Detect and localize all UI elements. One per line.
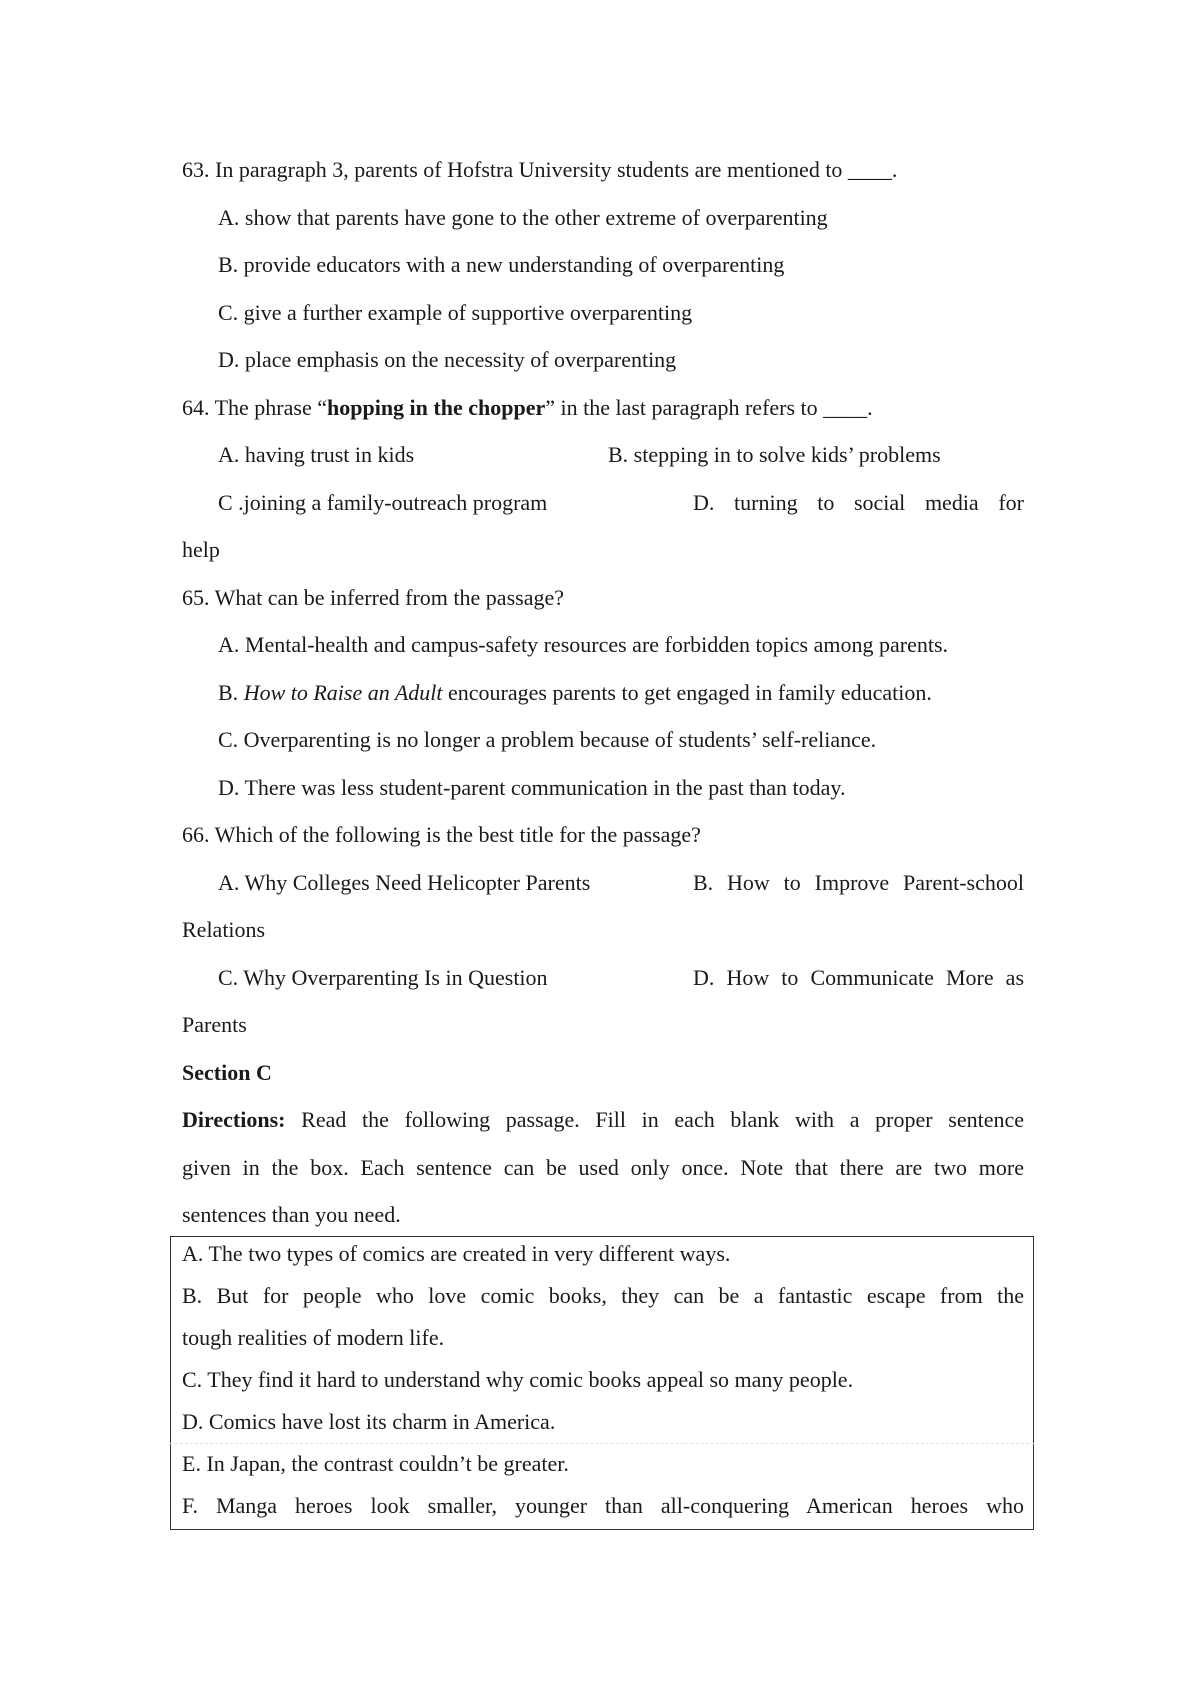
section-c-heading-text: Section C [182,1060,272,1085]
question-65-option-c: C. Overparenting is no longer a problem because of students’ self-reliance. [218,727,877,752]
directions-line-2: given in the box. Each sentence can be used only once. Note that there are two more [182,1155,1024,1180]
question-65-stem: 65. What can be inferred from the passage? [182,585,564,610]
question-65-option-b [218,680,932,706]
book-title: How to Raise an Adult [243,680,443,705]
question-66-option-d: D. How to Communicate More as [693,965,1024,990]
box-sentence-b: B. But for people who love comic books, they can be a fantastic escape from the [182,1283,1024,1308]
question-64-option-b: B. stepping in to solve kids’ problems [608,442,941,467]
question-64-phrase: hopping in the chopper [327,395,546,420]
question-66-option-b-continued: Relations [182,917,266,942]
box-sentence-e: E. In Japan, the contrast couldn’t be greater. [182,1451,569,1476]
directions-line-1 [182,1107,1024,1133]
box-sentence-c: C. They find it hard to understand why comic books appeal so many people. [182,1367,854,1392]
box-sentence-b-continued: tough realities of modern life. [182,1325,445,1350]
question-66-stem: 66. Which of the following is the best title for the passage? [182,822,701,847]
directions-label: Directions: [182,1107,286,1132]
question-64-stem-start: 64. The phrase “ [182,395,327,420]
question-66-option-d-continued: Parents [182,1012,247,1037]
directions-text-1: Read the following passage. Fill in each blank with a proper sentence [285,1107,1024,1132]
question-64-option-d-continued: help [182,537,220,562]
question-64-stem [182,395,873,421]
question-63-option-c: C. give a further example of supportive overparenting [218,300,693,325]
question-66-option-b: B. How to Improve Parent-school [693,870,1024,895]
question-65-option-b-prefix: B. [218,680,244,705]
question-64-option-a: A. having trust in kids [218,442,415,467]
box-sentence-f: F. Manga heroes look smaller, younger than all-conquering American heroes who [182,1493,1024,1518]
question-65-option-a: A. Mental-health and campus-safety resources are forbidden topics among parents. [218,632,949,657]
section-c-heading [182,1060,272,1086]
question-63-option-b: B. provide educators with a new understanding of overparenting [218,252,785,277]
box-divider [170,1443,1034,1444]
question-64-option-d: D. turning to social media for [693,490,1024,515]
question-66-option-a: A. Why Colleges Need Helicopter Parents [218,870,591,895]
question-66-option-c: C. Why Overparenting Is in Question [218,965,548,990]
box-sentence-a: A. The two types of comics are created in very different ways. [182,1241,731,1266]
question-63-option-a: A. show that parents have gone to the other extreme of overparenting [218,205,828,230]
question-64-stem-end: ” in the last paragraph refers to ____. [545,395,873,420]
question-65-option-b-rest: encourages parents to get engaged in family education. [442,680,932,705]
question-64-option-c: C .joining a family-outreach program [218,490,548,515]
box-sentence-d: D. Comics have lost its charm in America. [182,1409,556,1434]
directions-line-3: sentences than you need. [182,1202,401,1227]
question-65-option-d: D. There was less student-parent communication in the past than today. [218,775,846,800]
question-63-option-d: D. place emphasis on the necessity of overparenting [218,347,677,372]
question-63-stem: 63. In paragraph 3, parents of Hofstra University students are mentioned to ____. [182,157,898,182]
